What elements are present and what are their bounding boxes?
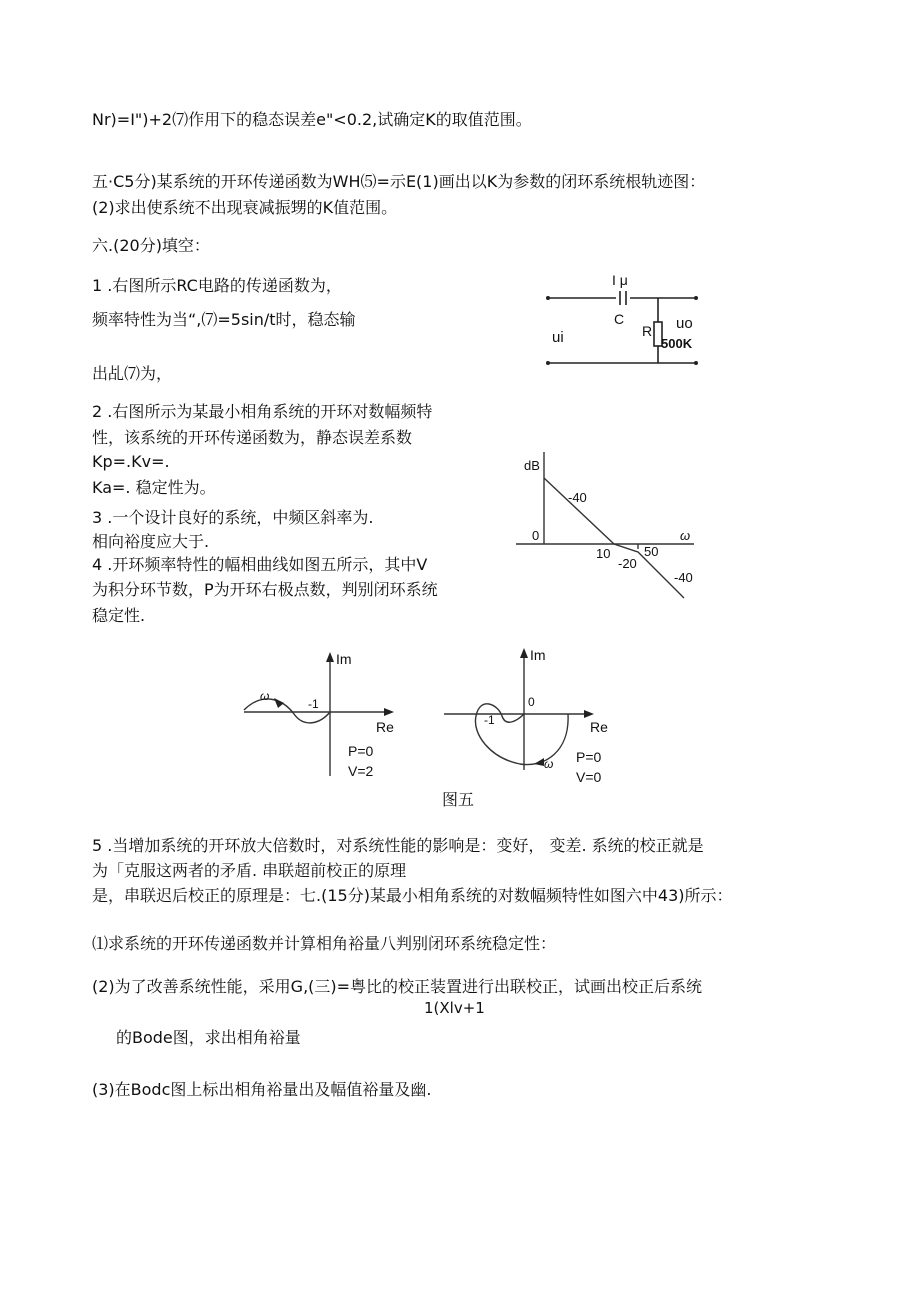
text-line: Nr)=I")+2⑺作用下的稳态误差e"<0.2,试确定K的取值范围。 [92,110,532,129]
nyquist-1-poles-label: P=0 [348,743,374,759]
item-3-line-1: 3 .一个设计良好的系统，中频区斜率为. [92,508,374,527]
nyquist-1-integrator-label: V=2 [348,763,374,779]
nyquist-1-omega-label: ω [260,689,270,703]
bode-y-label: dB [524,458,540,473]
nyquist-2-origin-label: 0 [528,695,535,709]
item-2-line-2: 性，该系统的开环传递函数为，静态误差系数 [92,428,413,447]
item-2-line-3: Kp=.Kv=. [92,452,170,471]
nyquist-1-real-label: Re [376,719,394,735]
terminal-dot [546,296,550,300]
figure-5-caption: 图五 [442,790,475,809]
nyquist-2-real-label: Re [590,719,608,735]
bode-slope-label: -20 [618,556,637,571]
nyquist-2-minus-one-label: -1 [484,713,495,727]
nyquist-2-poles-label: P=0 [576,749,602,765]
item-5-line-3: 是，串联迟后校正的原理是：七.(15分)某最小相角系统的对数幅频特性如图六中43)所示： [92,886,733,905]
bode-slope-label: -40 [674,570,693,585]
item-2-line-1: 2 .右图所示为某最小相角系统的开环对数幅频特 [92,402,433,421]
item-4-line-2: 为积分环节数，P为开环右极点数，判别闭环系统 [92,580,438,599]
question-7-part-2: (2)为了改善系统性能，采用G,(三)=粤比的校正装置进行出联校正，试画出校正后系统 [92,977,703,996]
nyquist-plot-v0 [440,640,620,788]
item-1-line-1: 1 .右图所示RC电路的传递函数为， [92,276,342,295]
item-1-line-2: 频率特性为当“,⑺=5sin/t时，稳态输 [92,310,356,329]
bode-origin-label: 0 [532,528,540,543]
nyquist-1-minus-one-label: -1 [308,697,319,711]
item-5-line-1: 5 .当增加系统的开环放大倍数时，对系统性能的影响是：变好， 变差. 系统的校正就是 [92,836,704,855]
bode-corner-frequency-label: 50 [644,544,659,559]
question-7-part-2-cont: 的Bode图，求出相角裕量 [116,1028,301,1047]
axis-arrow-icon [584,710,594,718]
nyquist-2-integrator-label: V=0 [576,769,602,785]
question-7-part-3: (3)在Bodc图上标出相角裕量出及幅值裕量及幽. [92,1080,432,1099]
axis-arrow-icon [520,648,528,658]
question-7-part-2-denominator: 1(Xlv+1 [424,999,485,1017]
item-5-line-2: 为「克服这两者的矛盾. 串联超前校正的原理 [92,861,407,880]
rc-circuit-diagram [540,270,710,375]
resistor-value-label: 500K [661,336,693,351]
capacitor-value-label: I μ [612,272,628,288]
output-voltage-label: uo [676,315,693,332]
question-6-heading: 六.(20分)填空： [92,236,210,255]
axis-arrow-icon [384,708,394,716]
question-5-line-1: 五·C5分)某系统的开环传递函数为WH⑸=示E(1)画出以K为参数的闭环系统根轨迹图： [92,172,706,191]
item-3-line-2: 相向裕度应大于. [92,532,210,551]
terminal-dot [694,296,698,300]
nyquist-2-omega-label: ω [544,757,554,771]
nyquist-plot-v2 [236,648,406,782]
terminal-dot [546,361,550,365]
bode-slope-label: -40 [568,490,587,505]
item-1-line-3: 出乩⑺为， [92,364,173,383]
question-7-part-1: ⑴求系统的开环传递函数并计算相角裕量八判别闭环系统稳定性： [92,934,557,953]
capacitor-label: C [614,311,625,327]
item-2-line-4: Ka=. 稳定性为。 [92,478,216,497]
input-voltage-label: ui [552,329,564,346]
nyquist-1-imag-label: Im [336,651,352,667]
bode-asymptote-curve [544,478,684,598]
bode-x-label: ω [680,528,691,543]
resistor-label: R [642,323,653,339]
item-4-line-3: 稳定性. [92,606,146,625]
nyquist-2-imag-label: Im [530,647,546,663]
axis-arrow-icon [326,652,334,662]
direction-arrow-icon [534,758,544,766]
question-5-line-2: (2)求出使系统不出现衰减振甥的K值范围。 [92,198,398,217]
bode-corner-frequency-label: 10 [596,546,611,561]
bode-magnitude-plot [510,448,700,606]
item-4-line-1: 4 .开环频率特性的幅相曲线如图五所示，其中V [92,555,428,574]
direction-arrow-icon [274,698,284,708]
terminal-dot [694,361,698,365]
